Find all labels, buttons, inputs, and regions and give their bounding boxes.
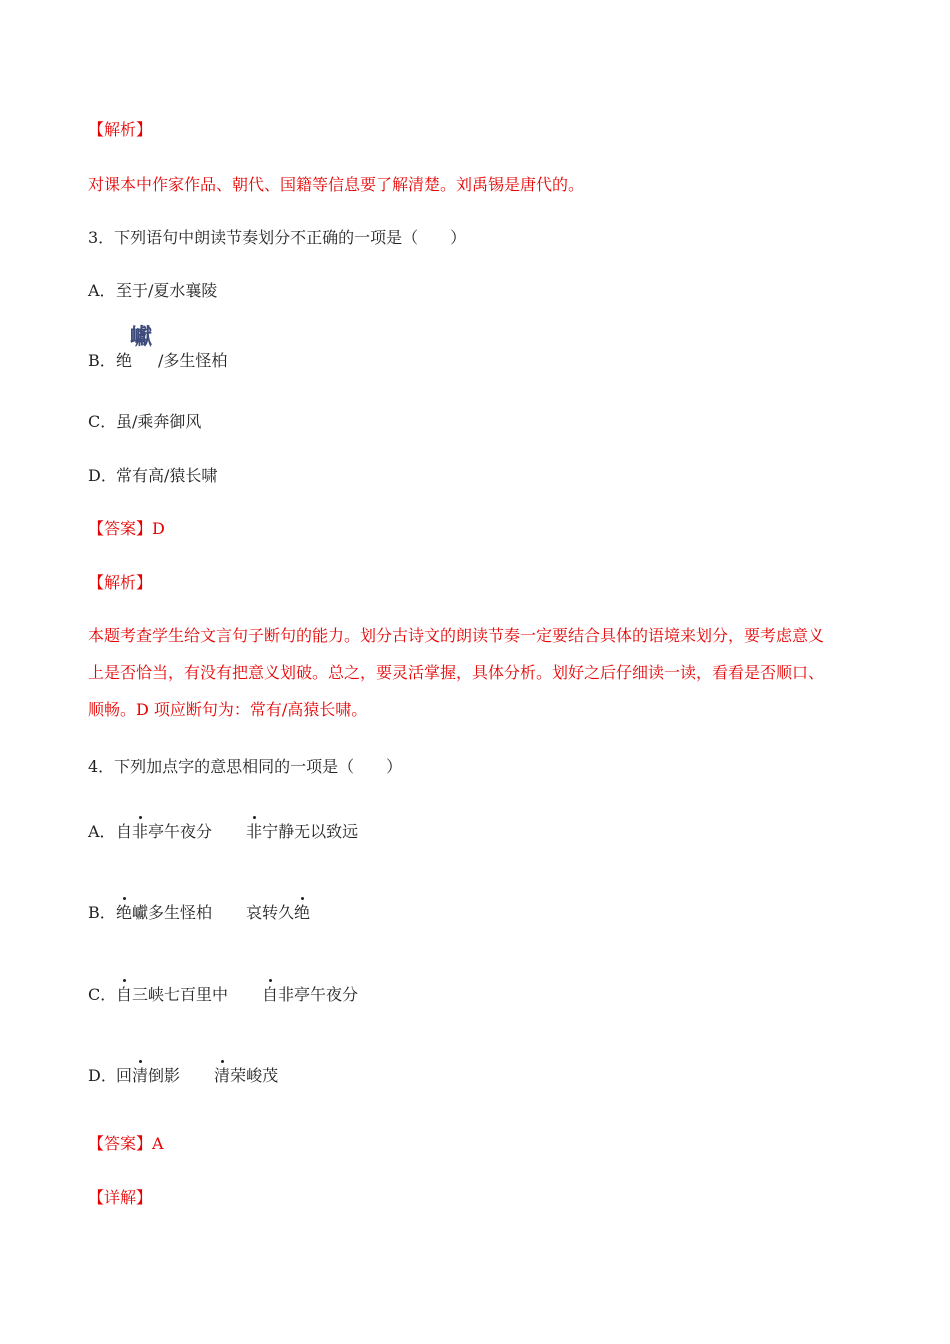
- option-letter: D．: [88, 466, 117, 485]
- question-4-stem: 4．下列加点字的意思相同的一项是（ ）: [88, 757, 403, 776]
- analysis-text: 对课本中作家作品、朝代、国籍等信息要了解清楚。刘禹锡是唐代的。: [88, 175, 585, 194]
- phrase-text: 倒影: [148, 1066, 181, 1085]
- phrase-text: 哀转久: [246, 903, 295, 922]
- analysis-line: 上是否恰当，有没有把意义划破。总之，要灵活掌握，具体分析。划好之后仔细读一读，看看是否顺口、: [88, 663, 825, 682]
- option-text: 常有高/猿长啸: [116, 466, 218, 485]
- phrase-text: 自: [116, 822, 133, 841]
- dotted-character: 非: [246, 822, 263, 841]
- option-text: 虽/乘奔御风: [116, 412, 202, 431]
- option-letter: C．: [88, 985, 117, 1004]
- q3-option-b: [88, 325, 228, 371]
- phrase-text: 宁静无以致远: [262, 822, 359, 841]
- option-text: 至于/夏水襄陵: [116, 281, 218, 300]
- dotted-character: 自: [262, 985, 279, 1004]
- phrase-text: 亭午夜分: [148, 822, 213, 841]
- q4-answer: [88, 1134, 164, 1154]
- option-text-pre: 绝: [116, 351, 133, 370]
- analysis-line: 本题考查学生给文言句子断句的能力。划分古诗文的朗读节奏一定要结合具体的语境来划分，要考虑意义: [88, 626, 825, 645]
- q3-option-a: [88, 281, 217, 301]
- answer-value: D: [152, 519, 165, 538]
- option-letter: B．: [88, 351, 116, 370]
- option-letter: B．: [88, 903, 116, 922]
- q4-detail-label: 【详解】: [88, 1188, 153, 1207]
- option-letter: A．: [88, 281, 116, 300]
- analysis-label: 【解析】: [88, 120, 153, 139]
- question-3-stem: 3．下列语句中朗读节奏划分不正确的一项是（ ）: [88, 228, 467, 247]
- phrase-text: 三峡七百里中: [132, 985, 229, 1004]
- dotted-character: 绝: [116, 903, 133, 922]
- dotted-character: 自: [116, 985, 133, 1004]
- q4-option-a: [88, 822, 358, 842]
- phrase-text: 荣峻茂: [230, 1066, 279, 1085]
- phrase-text: 巘多生怪柏: [132, 903, 213, 922]
- option-letter: C．: [88, 412, 117, 431]
- q3-analysis-label: 【解析】: [88, 573, 153, 592]
- option-text-post: /多生怪柏: [158, 351, 228, 370]
- q3-answer: [88, 519, 165, 539]
- phrase-text: 回: [116, 1066, 133, 1085]
- answer-label: 【答案】: [88, 519, 153, 538]
- analysis-line: 顺畅。D 项应断句为：常有/高猿长啸。: [88, 700, 368, 719]
- inline-character-image: 巘: [130, 325, 152, 350]
- phrase-text: 非亭午夜分: [278, 985, 359, 1004]
- answer-label: 【答案】: [88, 1134, 153, 1153]
- q3-option-c: [88, 412, 201, 432]
- q4-option-d: [88, 1066, 278, 1086]
- dotted-character: 清: [132, 1066, 149, 1085]
- q3-analysis-text: [88, 617, 868, 728]
- option-letter: A．: [88, 822, 116, 841]
- answer-value: A: [152, 1134, 164, 1153]
- dotted-character: 非: [132, 822, 149, 841]
- q4-option-b: [88, 903, 310, 923]
- dotted-character: 清: [214, 1066, 231, 1085]
- q3-option-d: [88, 466, 217, 486]
- q4-option-c: [88, 985, 358, 1005]
- option-letter: D．: [88, 1066, 117, 1085]
- dotted-character: 绝: [294, 903, 311, 922]
